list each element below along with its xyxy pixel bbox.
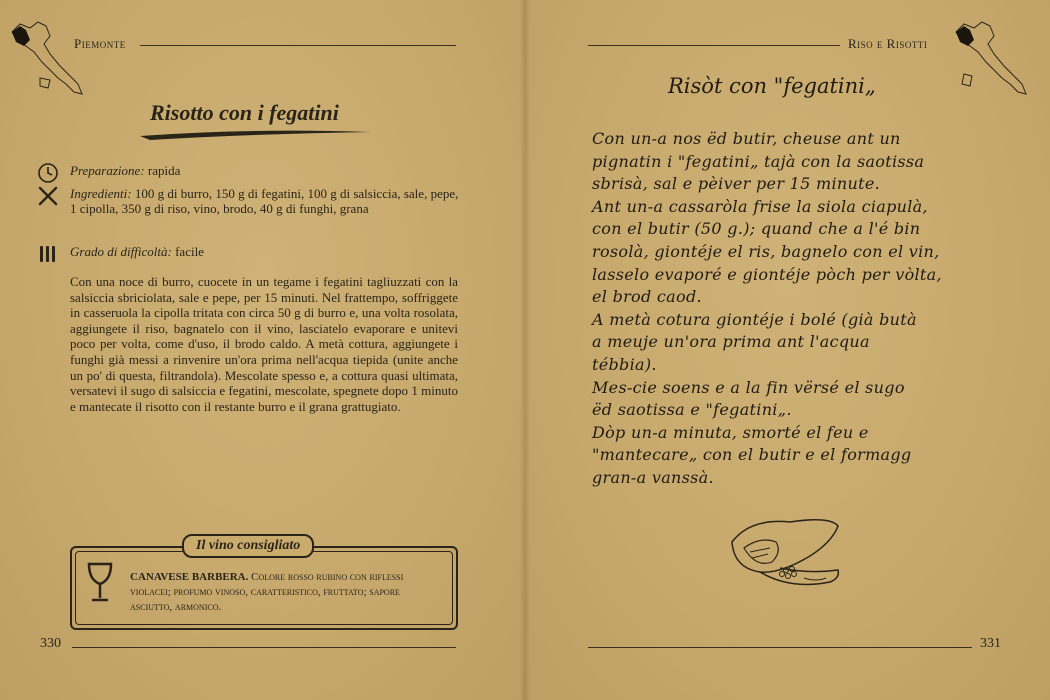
wine-glass-icon <box>86 562 114 604</box>
left-footer-rule <box>72 647 456 648</box>
handwritten-line: con el butir (50 g.); quand che a l'é bin <box>592 219 921 239</box>
difficulty-label: Grado di difficoltà: <box>70 244 172 259</box>
handwritten-line: "mantecare„ con el butir e el formagg <box>592 445 912 465</box>
right-header-rule <box>588 45 840 46</box>
handwritten-line: A metà cotura giontéje i bolé (già butà <box>592 309 917 329</box>
preparation-value: rapida <box>147 163 181 178</box>
wine-heading: Il vino consigliato <box>182 534 314 558</box>
clock-icon <box>36 161 60 185</box>
handwritten-line: tébbia). <box>592 354 657 374</box>
left-header-rule <box>140 45 456 46</box>
handwritten-line: pignatin i "fegatini„ tajà con la saotissa <box>592 151 925 171</box>
preparation-row <box>36 163 466 178</box>
handwritten-line: sbrisà, sal e pèiver per 15 minute. <box>592 174 880 194</box>
wine-details: Colore rosso rubino con riflessi violacei; profumo vinoso, caratteristico, fruttato; sapore asciutto, armonico. <box>130 571 404 613</box>
utensils-icon <box>36 242 60 266</box>
handwritten-recipe <box>592 128 982 490</box>
italy-map-icon-right <box>950 14 1030 106</box>
right-header-section: Riso e Risotti <box>848 36 928 51</box>
page-number-left: 330 <box>40 636 61 651</box>
preparation-label: Preparazione: <box>70 163 145 178</box>
ingredients-value: 100 g di burro, 150 g di fegatini, 100 g di salsiccia, sale, pepe, 1 cipolla, 350 g di riso, vino, brodo, 40 g di funghi, grana <box>70 186 459 216</box>
difficulty-value: facile <box>175 244 204 259</box>
left-header-region: Piemonte <box>74 36 126 51</box>
right-footer-rule <box>588 647 972 648</box>
pepper-illustration <box>720 512 848 600</box>
title-underline-swash <box>130 124 380 144</box>
ingredients-row <box>36 186 466 216</box>
handwritten-line: a meuje un'ora prima ant l'acqua <box>592 332 870 352</box>
book-gutter <box>520 0 530 700</box>
italy-map-icon <box>6 14 86 106</box>
wine-name: CANAVESE BARBERA. <box>130 571 249 583</box>
difficulty-row <box>36 244 466 259</box>
handwritten-line: Ant un-a cassaròla frise la siola ciapulà, <box>592 196 928 216</box>
handwritten-line: Con un-a nos ëd butir, cheuse ant un <box>592 129 901 148</box>
instructions-paragraph: Con una noce di burro, cuocete in un tegame i fegatini tagliuzzati con la salsiccia sbriciolata, sale e pepe, per 15 minuti. Nel frattempo, soffriggete in casseruola la cipolla tritata con circa 50 g di burro e, una volta rosolata, aggiungete il riso, bagnatelo con il vino, lasciatelo evaporare e unitevi poco per volta, come d'uso, il brodo caldo. A metà cottura, aggiungete i funghi già messi a rinvenire un'ora prima nell'acqua tiepida (unite anche un po' di questa, filtrandola). Mescolate spesso e, a cottura quasi ultimata, versatevi il sugo di salsiccia e fegatini, mescolate, spegnete dopo 1 minuto e mantecate il risotto con il restante burro e il grana grattugiato. <box>70 274 458 414</box>
fork-knife-icon <box>36 184 60 208</box>
wine-description <box>130 570 440 615</box>
recipe-instructions <box>70 274 458 414</box>
recipe-title: Risotto con i fegatini <box>150 100 339 125</box>
wine-recommendation-box <box>70 538 458 630</box>
handwritten-line: el brod caod. <box>592 287 702 307</box>
handwritten-line: ëd saotissa e "fegatini„. <box>592 400 792 420</box>
handwritten-line: Dòp un-a minuta, smorté el feu e <box>592 422 869 442</box>
handwritten-line: rosolà, giontéje el ris, bagnelo con el vin, <box>592 241 940 261</box>
page-number-right: 331 <box>980 636 1001 651</box>
handwritten-line: lasselo evaporé e giontéje pòch per vòlta, <box>592 264 942 284</box>
handwritten-title: Risòt con "fegatini„ <box>668 74 876 98</box>
handwritten-line: gran-a vanssà. <box>592 467 714 487</box>
ingredients-label: Ingredienti: <box>70 186 132 201</box>
handwritten-line: Mes-cie soens e a la fin vërsé el sugo <box>592 377 905 397</box>
